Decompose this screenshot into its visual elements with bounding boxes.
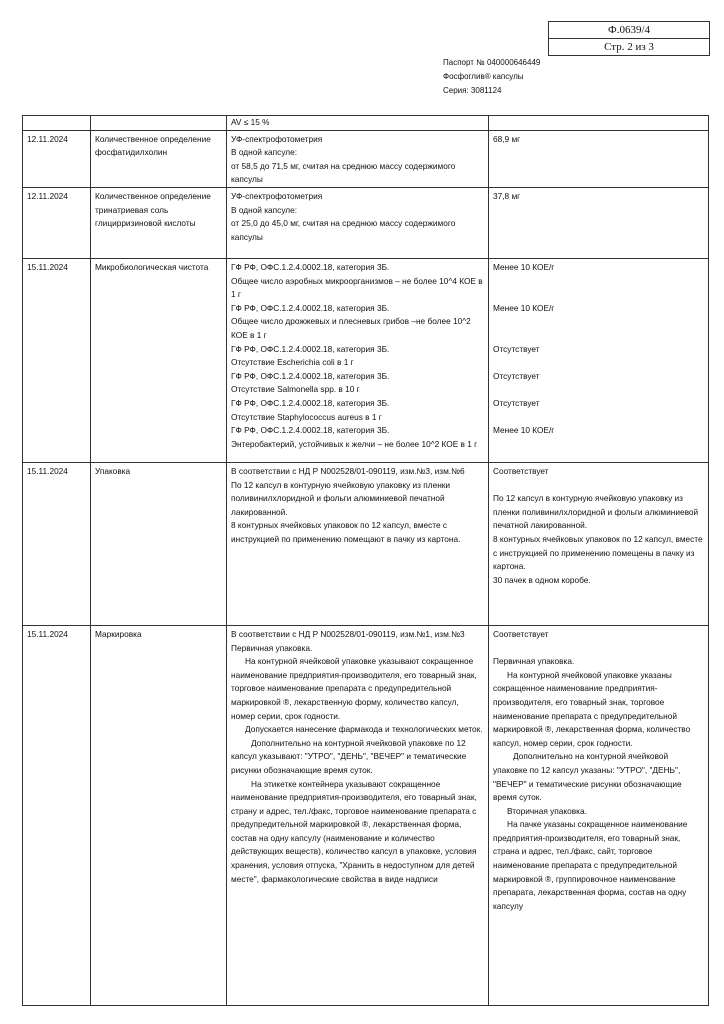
method-line: ГФ РФ, ОФС.1.2.4.0002.18, категория 3Б.: [231, 370, 390, 381]
table-row: [23, 187, 709, 258]
date-cell: [23, 116, 91, 131]
result-line: Менее 10 КОЕ/г: [493, 302, 555, 313]
indicator-cell: Упаковка: [91, 462, 227, 625]
method-line: В одной капсуле:: [231, 204, 298, 215]
passport-header: [443, 56, 540, 98]
method-line: ГФ РФ, ОФС.1.2.4.0002.18, категория 3Б.: [231, 302, 390, 313]
result-line: По 12 капсул в контурную ячейковую упаковку из пленки поливинилхлоридной и фольги алюминиевой печатной лакированной.: [493, 493, 699, 531]
result-line: 68,9 мг: [493, 133, 521, 144]
method-line: Дополнительно на контурной ячейковой упаковке по 12 капсул указывают: "УТРО", "ДЕНЬ", "ВЕЧЕР" и тематические рисунки обозначающие время суток.: [231, 737, 467, 775]
method-cell: [227, 116, 489, 131]
method-line: На контурной ячейковой упаковке указывают сокращенное наименование предприятия-производителя, его товарный знак, торговое наименование препарата с предупредительной маркировкой ®, лекарственную форму, количество капсул, номер серии, срок годности.: [231, 656, 477, 721]
method-line: ГФ РФ, ОФС.1.2.4.0002.18, категория 3Б.: [231, 343, 390, 354]
method-line: Первичная упаковка.: [231, 642, 313, 653]
method-line: AV ≤ 15 %: [231, 117, 270, 127]
method-line: 8 контурных ячейковых упаковок по 12 капсул, вместе с инструкцией по применению помещают в пачку из картона.: [231, 520, 461, 544]
result-line: Менее 10 КОЕ/г: [493, 425, 555, 436]
method-line: УФ-спектрофотометрия: [231, 133, 323, 144]
result-cell: [489, 116, 709, 131]
method-line: ГФ РФ, ОФС.1.2.4.0002.18, категория 3Б.: [231, 425, 390, 436]
result-line: 8 контурных ячейковых упаковок по 12 капсул, вместе с инструкцией по применению помещены в пачку из картона.: [493, 533, 703, 572]
series-number: Серия: 3081124: [443, 86, 502, 95]
method-line: Отсутствие Salmonella spp. в 10 г: [231, 384, 360, 395]
method-line: На этикетке контейнера указывают сокращенное наименование предприятия-производителя, его товарный знак, страну и адрес, тел./факс, торговое наименование препарата с предупредительной маркировкой ®, лекарственная форма, состав на одну капсулу (наименование и количество действующих веществ), количество капсул в упаковке, условия хранения, условия отпуска, "Хранить в недоступном для детей месте", фармакологические свойства в виде надписи: [231, 778, 477, 884]
method-cell: [227, 462, 489, 625]
method-line: Общее число аэробных микроорганизмов – не более 10^4 КОЕ в 1 г: [231, 275, 483, 300]
date-cell: 12.11.2024: [23, 187, 91, 258]
method-cell: [227, 625, 489, 1005]
result-cell: [489, 462, 709, 625]
result-line: Дополнительно на контурной ячейковой упаковке по 12 капсул указаны: "УТРО", "ДЕНЬ", "ВЕЧЕР" и тематические рисунки обозначающие время суток.: [493, 751, 682, 803]
passport-number: Паспорт № 040000646449: [443, 58, 541, 67]
method-line: от 25,0 до 45,0 мг, считая на среднюю массу содержимого капсулы: [231, 218, 456, 242]
table-row: [23, 462, 709, 625]
result-line: Соответствует: [493, 465, 549, 476]
result-line: Отсутствует: [493, 370, 540, 381]
indicator-cell: Количественное определение фосфатидилхолин: [91, 130, 227, 187]
method-line: от 58,5 до 71,5 мг, считая на среднюю массу содержимого капсулы: [231, 160, 456, 185]
form-code-box: [548, 21, 710, 56]
method-line: В соответствии с НД Р N002528/01-090119, изм.№3, изм.№6: [231, 465, 465, 476]
method-line: Общее число дрожжевых и плесневых грибов –не более 10^2 КОЕ в 1 г: [231, 316, 471, 340]
date-cell: 12.11.2024: [23, 130, 91, 187]
method-line: В одной капсуле:: [231, 147, 298, 158]
date-cell: 15.11.2024: [23, 258, 91, 462]
result-cell: [489, 625, 709, 1005]
method-cell: [227, 187, 489, 258]
result-line: На пачке указаны сокращенное наименование предприятия-производителя, его товарный знак, страна и адрес, тел./факс, сайт, торговое наименование препарата с предупредительной маркировкой ®, группировочное наименование препарата, лекарственная форма, состав на одну капсулу: [493, 819, 688, 911]
result-line: Отсутствует: [493, 397, 540, 408]
method-line: УФ-спектрофотометрия: [231, 190, 323, 201]
indicator-cell: Микробиологическая чистота: [91, 258, 227, 462]
method-line: Допускается нанесение фармакода и технологических меток.: [245, 724, 483, 735]
product-name: Фосфоглив® капсулы: [443, 72, 524, 81]
result-line: Первичная упаковка.: [493, 656, 575, 667]
result-cell: [489, 187, 709, 258]
table-row: [23, 116, 709, 131]
indicator-cell: Маркировка: [91, 625, 227, 1005]
date-cell: 15.11.2024: [23, 462, 91, 625]
test-results-table: [22, 115, 709, 1006]
method-line: В соответствии с НД Р N002528/01-090119, изм.№1, изм.№3: [231, 628, 465, 639]
table-row: [23, 258, 709, 462]
method-cell: [227, 258, 489, 462]
result-line: На контурной ячейковой упаковке указаны сокращенное наименование предприятия-производителя, его товарный знак, торговое наименование препарата с предупредительной маркировкой ®, лекарственная форма, количество капсул, номер серии, срок годности.: [493, 669, 691, 748]
result-cell: [489, 258, 709, 462]
date-cell: 15.11.2024: [23, 625, 91, 1005]
method-line: ГФ РФ, ОФС.1.2.4.0002.18, категория 3Б.: [231, 261, 390, 272]
indicator-cell: Количественное определение тринатриевая соль глицирризиновой кислоты: [91, 187, 227, 258]
result-cell: [489, 130, 709, 187]
result-line: 30 пачек в одном коробе.: [493, 574, 591, 585]
result-line: Отсутствует: [493, 343, 540, 354]
table-row: [23, 625, 709, 1005]
method-line: По 12 капсул в контурную ячейковую упаковку из пленки поливинилхлоридной и фольги алюминиевой печатной лакированной.: [231, 479, 451, 517]
result-line: Соответствует: [493, 628, 549, 639]
form-code: Ф.0639/4: [608, 24, 650, 36]
method-line: Энтеробактерий, устойчивых к желчи – не более 10^2 КОЕ в 1 г: [231, 438, 478, 449]
result-line: Менее 10 КОЕ/г: [493, 261, 555, 272]
indicator-cell: [91, 116, 227, 131]
method-line: ГФ РФ, ОФС.1.2.4.0002.18, категория 3Б.: [231, 397, 390, 408]
method-line: Отсутствие Escherichia coli в 1 г: [231, 357, 354, 368]
method-cell: [227, 130, 489, 187]
method-line: Отсутствие Staphylococcus aureus в 1 г: [231, 411, 382, 422]
result-line: Вторичная упаковка.: [507, 805, 587, 816]
page-number: Стр. 2 из 3: [549, 38, 709, 55]
result-line: 37,8 мг: [493, 190, 521, 201]
table-row: [23, 130, 709, 187]
